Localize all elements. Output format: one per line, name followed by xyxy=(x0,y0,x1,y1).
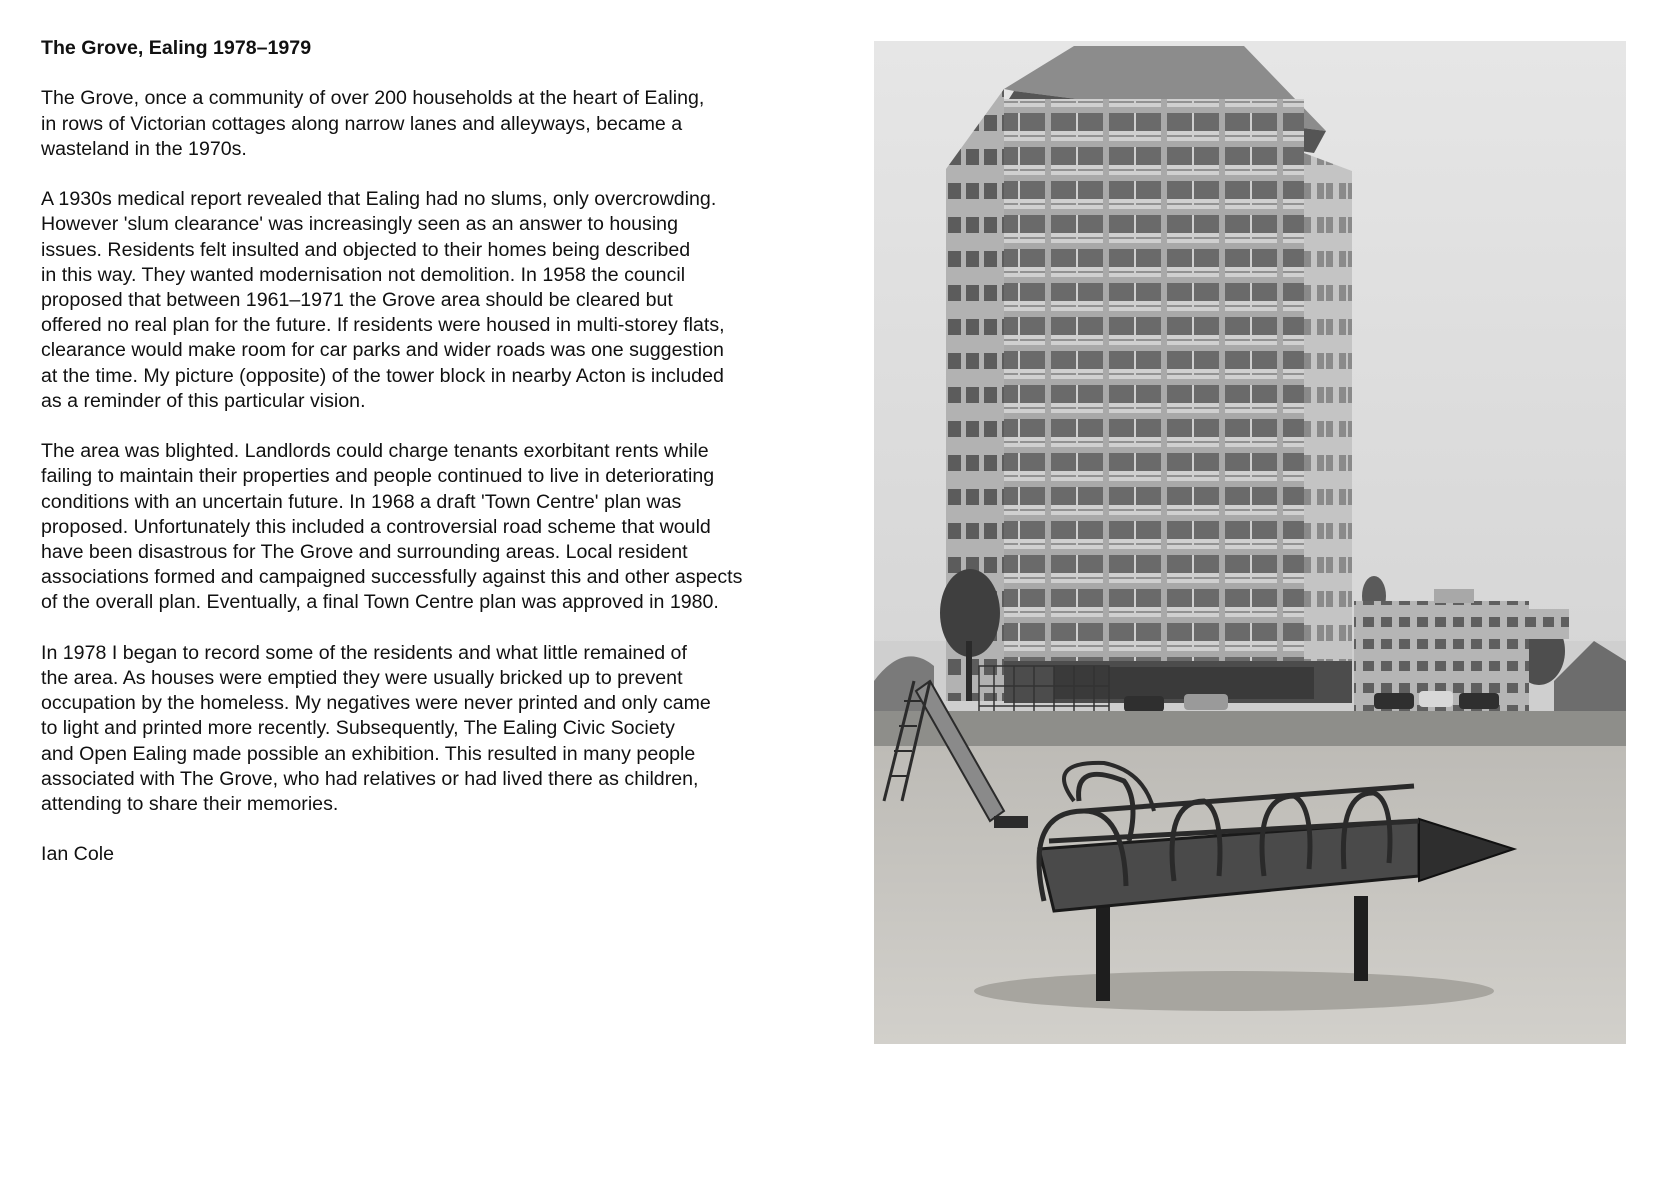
text-line: A 1930s medical report revealed that Ealing had no slums, only overcrowding. xyxy=(41,188,717,211)
tower-block-photo xyxy=(874,41,1626,1044)
text-line: wasteland in the 1970s. xyxy=(41,137,247,160)
text-line: proposed. Unfortunately this included a controversial road scheme that would xyxy=(41,515,711,538)
text-line: and Open Ealing made possible an exhibition. This resulted in many people xyxy=(41,742,696,765)
text-line: offered no real plan for the future. If residents were housed in multi-storey flats, xyxy=(41,314,725,337)
tower-block-photo-illustration xyxy=(874,41,1626,1044)
text-line: However 'slum clearance' was increasingly seen as an answer to housing xyxy=(41,213,678,236)
paragraph-4 xyxy=(41,641,821,817)
tower-block xyxy=(946,46,1352,703)
text-line: have been disastrous for The Grove and surrounding areas. Local resident xyxy=(41,541,688,564)
page-title: The Grove, Ealing 1978–1979 xyxy=(41,37,312,59)
text-line: of the overall plan. Eventually, a final Town Centre plan was approved in 1980. xyxy=(41,591,719,614)
text-line: conditions with an uncertain future. In 1968 a draft 'Town Centre' plan was xyxy=(41,490,682,513)
text-line: associations formed and campaigned successfully against this and other aspects xyxy=(41,566,743,589)
text-line: at the time. My picture (opposite) of the tower block in nearby Acton is included xyxy=(41,364,724,387)
paragraph-3 xyxy=(41,439,821,615)
text-line: attending to share their memories. xyxy=(41,793,339,816)
text-line: clearance would make room for car parks and wider roads was one suggestion xyxy=(41,339,724,362)
text-line: to light and printed more recently. Subsequently, The Ealing Civic Society xyxy=(41,717,675,740)
text-line: failing to maintain their properties and people continued to live in deteriorating xyxy=(41,465,715,488)
text-line: In 1978 I began to record some of the residents and what little remained of xyxy=(41,641,687,664)
text-column xyxy=(41,36,821,868)
text-line: as a reminder of this particular vision. xyxy=(41,389,366,412)
text-line: associated with The Grove, who had relatives or had lived there as children, xyxy=(41,767,699,790)
paragraph-1 xyxy=(41,86,821,162)
text-line: issues. Residents felt insulted and objected to their homes being described xyxy=(41,238,691,261)
author-signature: Ian Cole xyxy=(41,843,114,866)
text-line: in this way. They wanted modernisation not demolition. In 1958 the council xyxy=(41,263,686,286)
text-line: proposed that between 1961–1971 the Grove area should be cleared but xyxy=(41,289,673,311)
text-line: the area. As houses were emptied they were usually bricked up to prevent xyxy=(41,667,683,690)
text-line: in rows of Victorian cottages along narrow lanes and alleyways, became a xyxy=(41,112,683,135)
paragraph-2 xyxy=(41,187,821,414)
text-line: The Grove, once a community of over 200 households at the heart of Ealing, xyxy=(41,87,705,110)
text-line: The area was blighted. Landlords could charge tenants exorbitant rents while xyxy=(41,440,709,463)
text-line: occupation by the homeless. My negatives were never printed and only came xyxy=(41,692,711,715)
